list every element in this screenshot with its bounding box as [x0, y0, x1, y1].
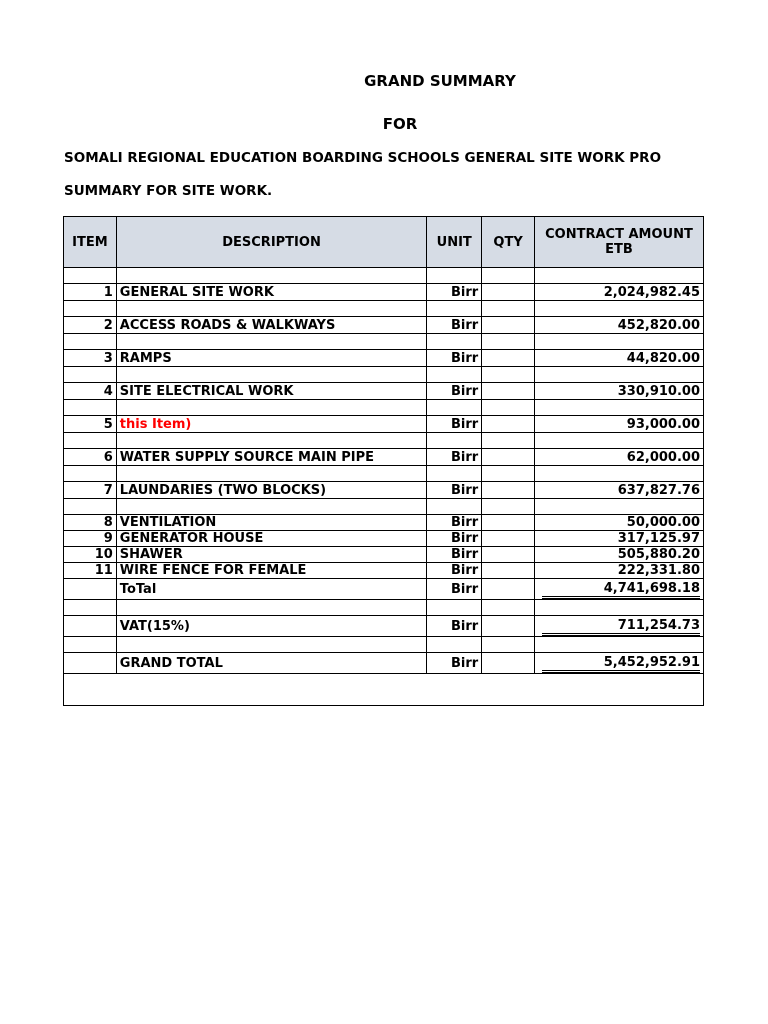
item-description: SITE ELECTRICAL WORK — [116, 383, 426, 400]
item-amount: 637,827.76 — [534, 482, 703, 499]
item-number: 8 — [64, 515, 117, 531]
item-unit: Birr — [427, 515, 482, 531]
item-amount: 44,820.00 — [534, 350, 703, 367]
item-unit: Birr — [427, 482, 482, 499]
item-amount: 317,125.97 — [534, 531, 703, 547]
item-unit: Birr — [427, 284, 482, 301]
item-number: 7 — [64, 482, 117, 499]
page-title: GRAND SUMMARY — [364, 72, 516, 90]
total-row — [64, 579, 704, 600]
item-amount: 452,820.00 — [534, 317, 703, 334]
item-qty — [482, 563, 535, 579]
item-description: LAUNDARIES (TWO BLOCKS) — [116, 482, 426, 499]
item-qty — [482, 383, 535, 400]
item-amount: 505,880.20 — [534, 547, 703, 563]
item-unit: Birr — [427, 317, 482, 334]
header-amount — [534, 217, 703, 268]
item-qty — [482, 449, 535, 466]
table-row — [64, 317, 704, 334]
item-description: VENTILATION — [116, 515, 426, 531]
header-amount-line2: ETB — [605, 242, 633, 257]
item-number: 3 — [64, 350, 117, 367]
total-unit: Birr — [427, 579, 482, 600]
summary-table — [63, 216, 704, 706]
item-amount: 50,000.00 — [534, 515, 703, 531]
table-row — [64, 383, 704, 400]
item-description: RAMPS — [116, 350, 426, 367]
item-description: GENERAL SITE WORK — [116, 284, 426, 301]
item-number: 4 — [64, 383, 117, 400]
header-qty: QTY — [482, 217, 535, 268]
item-qty — [482, 482, 535, 499]
item-number: 11 — [64, 563, 117, 579]
item-amount: 2,024,982.45 — [534, 284, 703, 301]
table-row — [64, 350, 704, 367]
item-unit: Birr — [427, 547, 482, 563]
section-heading: SUMMARY FOR SITE WORK. — [64, 183, 273, 199]
table-row — [64, 482, 704, 499]
vat-unit: Birr — [427, 616, 482, 637]
item-number: 2 — [64, 317, 117, 334]
vat-amount: 711,254.73 — [542, 618, 700, 634]
item-description: WATER SUPPLY SOURCE MAIN PIPE — [116, 449, 426, 466]
item-description: GENERATOR HOUSE — [116, 531, 426, 547]
item-unit: Birr — [427, 449, 482, 466]
item-number: 10 — [64, 547, 117, 563]
item-number: 1 — [64, 284, 117, 301]
grand-total-row — [64, 653, 704, 674]
header-unit: UNIT — [427, 217, 482, 268]
table-row — [64, 449, 704, 466]
header-description: DESCRIPTION — [116, 217, 426, 268]
table-row — [64, 515, 704, 531]
total-amount: 4,741,698.18 — [542, 581, 700, 597]
item-number: 9 — [64, 531, 117, 547]
project-heading: SOMALI REGIONAL EDUCATION BOARDING SCHOOLS GENERAL SITE WORK PRO — [64, 150, 662, 166]
table-row — [64, 531, 704, 547]
item-description: WIRE FENCE FOR FEMALE — [116, 563, 426, 579]
grand-total-amount: 5,452,952.91 — [542, 655, 700, 671]
item-qty — [482, 350, 535, 367]
header-item: ITEM — [64, 217, 117, 268]
item-qty — [482, 317, 535, 334]
header-amount-line1: CONTRACT AMOUNT — [545, 227, 693, 242]
item-unit: Birr — [427, 383, 482, 400]
header-row — [64, 217, 704, 268]
item-description: ACCESS ROADS & WALKWAYS — [116, 317, 426, 334]
item-unit: Birr — [427, 563, 482, 579]
item-unit: Birr — [427, 416, 482, 433]
vat-row — [64, 616, 704, 637]
item-unit: Birr — [427, 531, 482, 547]
item-qty — [482, 515, 535, 531]
table-row — [64, 547, 704, 563]
for-label: FOR — [382, 115, 418, 133]
item-qty — [482, 416, 535, 433]
table-row — [64, 284, 704, 301]
item-unit: Birr — [427, 350, 482, 367]
total-label: ToTal — [116, 579, 426, 600]
vat-label: VAT(15%) — [116, 616, 426, 637]
footer-blank-row — [64, 674, 704, 706]
grand-total-unit: Birr — [427, 653, 482, 674]
item-description: this Item) — [116, 416, 426, 433]
item-description: SHAWER — [116, 547, 426, 563]
item-amount: 93,000.00 — [534, 416, 703, 433]
item-qty — [482, 531, 535, 547]
item-qty — [482, 284, 535, 301]
item-amount: 330,910.00 — [534, 383, 703, 400]
item-number: 6 — [64, 449, 117, 466]
item-number: 5 — [64, 416, 117, 433]
item-qty — [482, 547, 535, 563]
grand-total-label: GRAND TOTAL — [116, 653, 426, 674]
item-amount: 222,331.80 — [534, 563, 703, 579]
table-row — [64, 416, 704, 433]
item-amount: 62,000.00 — [534, 449, 703, 466]
table-row — [64, 563, 704, 579]
